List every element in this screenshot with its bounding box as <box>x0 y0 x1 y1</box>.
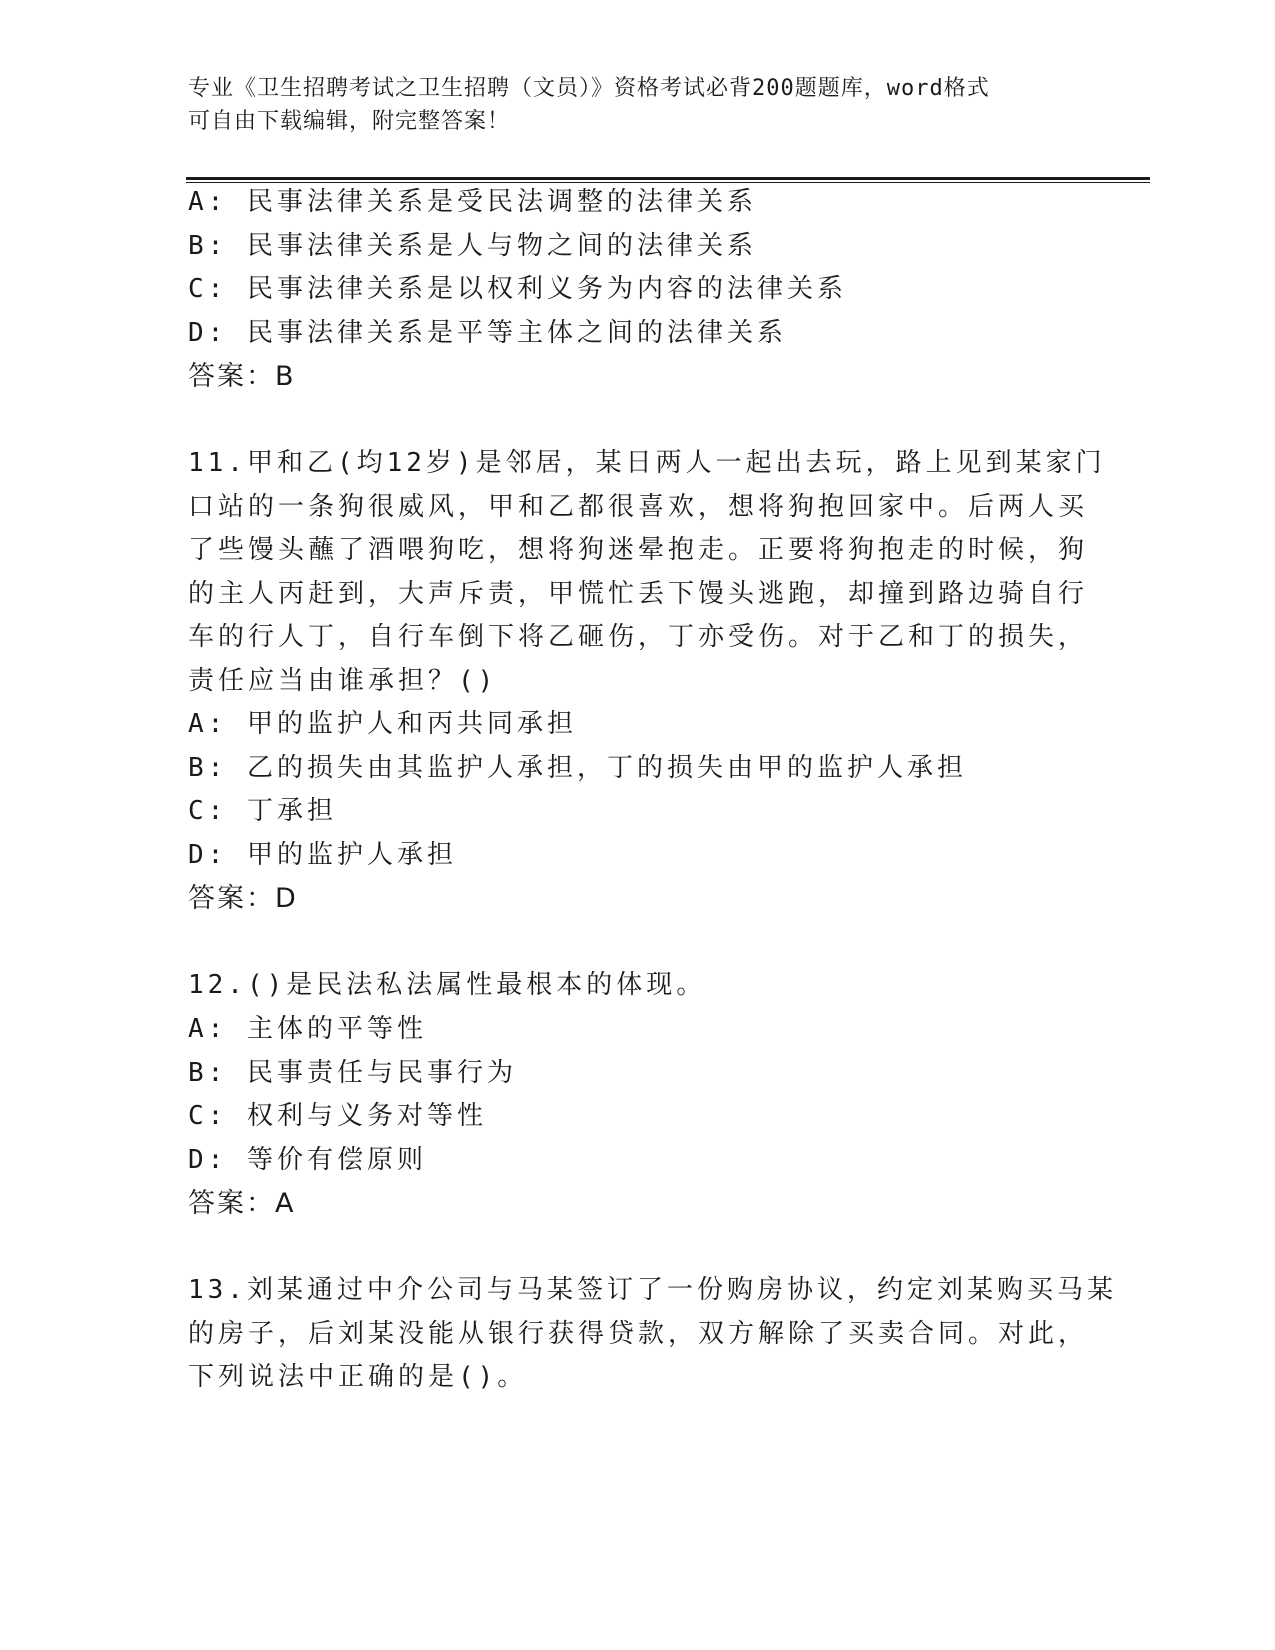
q12-option-b: B: 民事责任与民事行为 <box>188 1058 517 1088</box>
header-divider-thin <box>186 182 1150 183</box>
q12-option-c: C: 权利与义务对等性 <box>188 1101 487 1131</box>
header-line-1: 专业《卫生招聘考试之卫生招聘（文员）》资格考试必背200题题库，word格式 <box>188 76 990 101</box>
q13-stem-line-3: 下列说法中正确的是()。 <box>188 1362 528 1392</box>
q12-answer: 答案：A <box>188 1188 296 1219</box>
header-divider-thick <box>186 177 1150 180</box>
q13-stem-line-1: 13.刘某通过中介公司与马某签订了一份购房协议，约定刘某购买马某 <box>188 1275 1117 1305</box>
q13-stem-line-2: 的房子，后刘某没能从银行获得贷款，双方解除了买卖合同。对此， <box>188 1319 1089 1349</box>
q12-option-d: D: 等价有偿原则 <box>188 1145 427 1175</box>
q11-stem-line-2: 口站的一条狗很威风，甲和乙都很喜欢，想将狗抱回家中。后两人买 <box>188 492 1089 522</box>
q11-stem-line-5: 车的行人丁，自行车倒下将乙砸伤，丁亦受伤。对于乙和丁的损失， <box>188 622 1089 652</box>
q10-option-a: A: 民事法律关系是受民法调整的法律关系 <box>188 187 757 217</box>
header-line-2: 可自由下载编辑，附完整答案！ <box>188 109 511 134</box>
q10-option-c: C: 民事法律关系是以权利义务为内容的法律关系 <box>188 274 847 304</box>
q10-option-b: B: 民事法律关系是人与物之间的法律关系 <box>188 231 757 261</box>
q11-stem-line-1: 11.甲和乙(均12岁)是邻居，某日两人一起出去玩，路上见到某家门 <box>188 448 1106 478</box>
q12-stem: 12.()是民法私法属性最根本的体现。 <box>188 970 707 1000</box>
q10-answer: 答案：B <box>188 361 296 392</box>
q11-option-d: D: 甲的监护人承担 <box>188 840 457 870</box>
q11-stem-line-4: 的主人丙赶到，大声斥责，甲慌忙丢下馒头逃跑，却撞到路边骑自行 <box>188 579 1089 609</box>
q11-option-b: B: 乙的损失由其监护人承担，丁的损失由甲的监护人承担 <box>188 753 967 783</box>
q11-stem-line-6: 责任应当由谁承担？() <box>188 666 498 696</box>
q11-option-a: A: 甲的监护人和丙共同承担 <box>188 709 577 739</box>
q12-option-a: A: 主体的平等性 <box>188 1014 427 1044</box>
document-header <box>188 72 1068 138</box>
q11-option-c: C: 丁承担 <box>188 796 337 826</box>
q11-stem-line-3: 了些馒头蘸了酒喂狗吃，想将狗迷晕抱走。正要将狗抱走的时候，狗 <box>188 535 1089 565</box>
q11-answer: 答案：D <box>188 883 298 914</box>
q10-option-d: D: 民事法律关系是平等主体之间的法律关系 <box>188 318 787 348</box>
